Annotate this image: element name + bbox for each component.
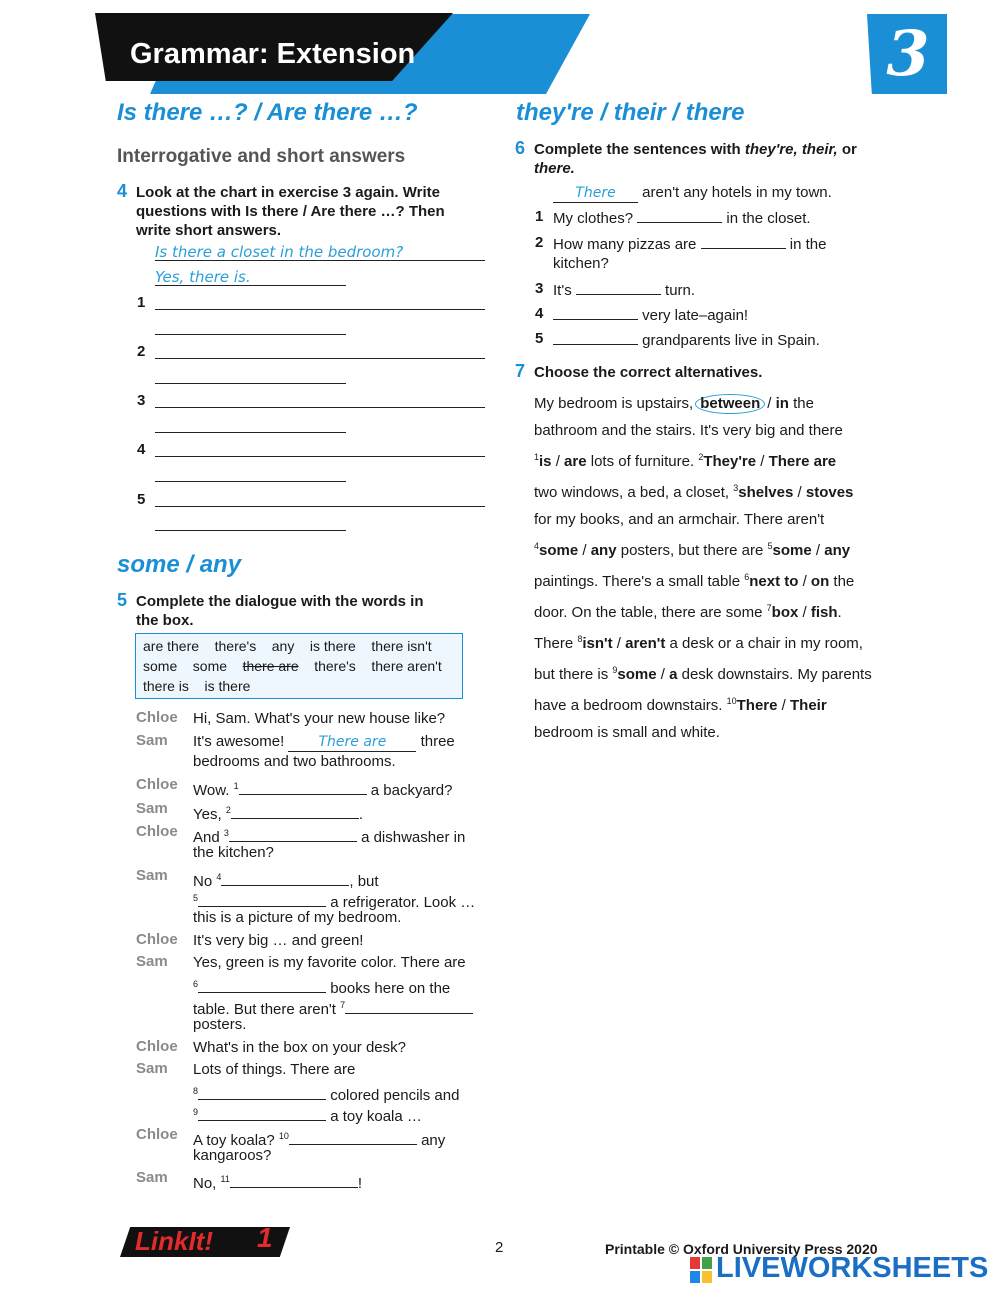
dialogue-line: Hi, Sam. What's your new house like? — [193, 710, 446, 727]
sentence-text: very late–again! — [642, 307, 749, 324]
sentence — [553, 280, 695, 301]
blank-number: 4 — [216, 872, 222, 882]
answer-blank-4[interactable] — [221, 871, 349, 886]
paragraph-line — [534, 564, 884, 595]
paragraph-line — [534, 626, 884, 657]
dialogue-line: this is a picture of my bedroom. — [193, 909, 402, 926]
choice[interactable]: some — [772, 542, 812, 559]
speaker-name: Chloe — [136, 823, 178, 840]
dialogue-line: the kitchen? — [193, 844, 274, 861]
text: the — [793, 395, 814, 412]
exercise-7-instruction: Choose the correct alternatives. — [534, 364, 763, 381]
answer-blank-11[interactable] — [230, 1173, 358, 1188]
dialogue-text: a refrigerator. Look … — [330, 894, 476, 911]
instruction-line: questions with Is there / Are there …? Then — [136, 203, 445, 220]
word: there's — [314, 658, 356, 674]
liveworksheets-icon — [690, 1257, 712, 1283]
word-box — [135, 633, 463, 699]
dialogue-line: Lots of things. There are — [193, 1061, 356, 1078]
blank-number: 4 — [534, 541, 540, 551]
instruction-line: write short answers. — [136, 222, 282, 239]
dialogue-text: A toy koala? — [193, 1132, 275, 1149]
page-number: 2 — [495, 1239, 504, 1256]
word-box-row — [143, 678, 250, 694]
blank-number: 2 — [225, 805, 231, 815]
choice[interactable]: isn't — [582, 635, 613, 652]
blank-number: 9 — [193, 1107, 199, 1117]
example-sentence — [553, 183, 832, 203]
paragraph-line — [534, 657, 884, 688]
instruction-text: Complete the sentences with — [534, 141, 741, 158]
choice[interactable]: Their — [790, 697, 827, 714]
instruction-line: Complete the dialogue with the words in — [136, 593, 424, 610]
instruction-line: the box. — [136, 612, 194, 629]
text: posters, but there are — [620, 542, 764, 559]
word-crossed-out: there are — [242, 658, 299, 674]
dialogue-line: What's in the box on your desk? — [193, 1039, 406, 1056]
example-blank — [288, 735, 416, 752]
blank-number: 5 — [767, 541, 773, 551]
text: / — [781, 697, 786, 714]
blank-number: 11 — [220, 1174, 230, 1184]
item-number: 1 — [535, 208, 544, 225]
item-number: 2 — [535, 234, 544, 251]
blank-number: 8 — [577, 634, 583, 644]
instruction-line: Look at the chart in exercise 3 again. Write — [136, 184, 440, 201]
word: some — [143, 658, 178, 674]
dialogue-line: bedrooms and two bathrooms. — [193, 753, 396, 770]
answer-blank-10[interactable] — [289, 1130, 417, 1145]
unit-number: 3 — [886, 17, 930, 90]
choice[interactable]: There — [736, 697, 778, 714]
sentence — [553, 208, 811, 229]
answer-blank-3[interactable] — [229, 827, 357, 842]
blank-number: 7 — [340, 1000, 346, 1010]
answer-blank-9[interactable] — [198, 1106, 326, 1121]
blank-number: 7 — [766, 603, 772, 613]
blank-number: 10 — [278, 1131, 289, 1141]
text: have a bedroom downstairs. — [534, 697, 723, 714]
answer-blank[interactable] — [637, 208, 722, 223]
answer-input-line[interactable] — [155, 481, 346, 482]
sentence-text: aren't any hotels in my town. — [642, 184, 832, 201]
paragraph-line — [534, 390, 884, 417]
sentence-text: It's — [553, 282, 572, 299]
blank-number: 3 — [733, 483, 739, 493]
word: there aren't — [371, 658, 442, 674]
text: . — [837, 604, 842, 621]
text: / — [616, 635, 621, 652]
answer-input-line[interactable] — [155, 407, 485, 408]
blank-number: 1 — [233, 781, 239, 791]
word: any — [271, 638, 295, 654]
answer-input-line[interactable] — [155, 334, 346, 335]
choice[interactable]: They're — [703, 453, 757, 470]
choice[interactable]: are — [564, 453, 587, 470]
text: a desk or a chair in my room, — [669, 635, 863, 652]
answer-blank[interactable] — [553, 330, 638, 345]
dialogue-line — [193, 1169, 362, 1194]
choice[interactable]: a — [669, 666, 678, 683]
answer-blank-7[interactable] — [345, 999, 473, 1014]
paragraph-line — [534, 595, 884, 626]
item-number: 3 — [137, 392, 146, 409]
blank-number: 5 — [193, 893, 199, 903]
word: is there — [204, 678, 251, 694]
instruction-text: they're, their, — [744, 141, 838, 158]
word: there's — [214, 638, 257, 654]
blank-number: 3 — [223, 828, 229, 838]
item-number: 1 — [137, 294, 146, 311]
dialogue-text: a dishwasher in — [361, 829, 466, 846]
answer-blank-5[interactable] — [198, 892, 326, 907]
text: / — [797, 484, 802, 501]
answer-input-line[interactable] — [155, 309, 485, 310]
text: / — [660, 666, 665, 683]
answer-input-line[interactable] — [155, 432, 346, 433]
paragraph-line — [534, 688, 884, 719]
answer-line — [155, 285, 346, 286]
paragraph-line: for my books, and an armchair. There aren't — [534, 511, 825, 528]
blank-number: 9 — [612, 665, 618, 675]
speaker-name: Chloe — [136, 776, 178, 793]
choice[interactable]: fish — [810, 604, 838, 621]
sentence-text: kitchen? — [553, 255, 609, 272]
linkit-logo: LinkIt! — [135, 1226, 213, 1256]
blank-number: 6 — [744, 572, 750, 582]
instruction-text: or — [841, 141, 857, 158]
sentence-text: My clothes? — [553, 210, 634, 227]
choice[interactable]: stoves — [805, 484, 854, 501]
word: some — [192, 658, 228, 674]
copyright: Printable © Oxford University Press 2020 — [605, 1241, 878, 1257]
exercise-6-number: 6 — [515, 138, 526, 158]
sentence-text: How many pizzas are — [553, 236, 697, 253]
exercise-4-number: 4 — [117, 181, 128, 201]
dialogue-text: No, — [193, 1175, 217, 1192]
sentence — [553, 305, 748, 326]
answer-blank-2[interactable] — [231, 804, 359, 819]
linkit-logo-level: 1 — [257, 1222, 273, 1253]
liveworksheets-watermark: LIVEWORKSHEETS — [716, 1252, 989, 1284]
word: is there — [309, 638, 356, 654]
dialogue-line — [193, 1102, 422, 1127]
dialogue-line — [193, 776, 452, 801]
choice[interactable]: aren't — [625, 635, 666, 652]
sentence-text: turn. — [665, 282, 696, 299]
instruction-text: there. — [534, 160, 575, 177]
dialogue-line: kangaroos? — [193, 1147, 272, 1164]
speaker-name: Chloe — [136, 709, 178, 726]
paragraph-line — [534, 475, 884, 506]
text: My bedroom is upstairs, — [534, 395, 694, 412]
dialogue-text: three — [420, 733, 455, 750]
speaker-name: Chloe — [136, 1038, 178, 1055]
text: door. On the table, there are some — [534, 604, 763, 621]
answer-blank[interactable] — [576, 280, 661, 295]
dialogue-text: . — [358, 806, 363, 823]
dialogue-text: books here on the — [330, 980, 451, 997]
text: / — [767, 395, 772, 412]
example-blank — [553, 186, 638, 203]
answer-blank-6[interactable] — [198, 978, 326, 993]
item-number: 4 — [137, 441, 146, 458]
answer-line — [155, 260, 485, 261]
dialogue-text: colored pencils and — [330, 1087, 460, 1104]
speaker-name: Sam — [136, 732, 168, 749]
dialogue-text: And — [193, 829, 220, 846]
text: two windows, a bed, a closet, — [534, 484, 730, 501]
sentence-text: in the — [789, 236, 827, 253]
text: / — [760, 453, 765, 470]
word: there is — [143, 678, 189, 694]
exercise-5-instruction — [136, 592, 486, 630]
speaker-name: Sam — [136, 953, 168, 970]
section-subtitle: Interrogative and short answers — [117, 146, 406, 167]
paragraph-line: bathroom and the stairs. It's very big and there — [534, 422, 843, 439]
section-title-theyre: they're / their / there — [516, 99, 745, 126]
text: / — [802, 573, 807, 590]
choice[interactable]: is — [539, 453, 552, 470]
circled-choice[interactable] — [695, 394, 765, 414]
dialogue-text: any — [421, 1132, 446, 1149]
dialogue-text: table. But there aren't — [193, 1001, 336, 1018]
dialogue-text: a toy koala … — [330, 1108, 422, 1125]
text: There — [534, 635, 574, 652]
answer-input-line[interactable] — [155, 456, 485, 457]
blank-number: 8 — [193, 1086, 199, 1096]
dialogue-text: ! — [357, 1175, 363, 1192]
dialogue-line: Yes, green is my favorite color. There are — [193, 954, 466, 971]
item-number: 5 — [535, 330, 544, 347]
sentence-text: in the closet. — [726, 210, 811, 227]
dialogue-line: It's very big … and green! — [193, 932, 364, 949]
example-answer: Yes, there is. — [155, 268, 251, 286]
text: the — [833, 573, 855, 590]
exercise-6-instruction — [534, 140, 889, 178]
choice[interactable]: box — [771, 604, 799, 621]
blank-number: 2 — [698, 452, 704, 462]
answer-input-line[interactable] — [155, 383, 346, 384]
exercise-7-number: 7 — [515, 361, 526, 381]
example-question: Is there a closet in the bedroom? — [155, 243, 404, 261]
sentence — [553, 330, 820, 351]
speaker-name: Chloe — [136, 931, 178, 948]
word: there isn't — [371, 638, 432, 654]
dialogue-text: , but — [349, 873, 379, 890]
choice[interactable]: some — [617, 666, 657, 683]
paragraph-line: bedroom is small and white. — [534, 724, 720, 741]
choice[interactable]: shelves — [738, 484, 794, 501]
text: but there is — [534, 666, 609, 683]
answer-blank[interactable] — [701, 234, 786, 249]
item-number: 4 — [535, 305, 544, 322]
blank-number: 6 — [193, 979, 199, 989]
paragraph-line — [534, 533, 884, 564]
example-answer: There are — [318, 734, 387, 750]
answer-input-line[interactable] — [155, 530, 346, 531]
blank-number: 10 — [726, 696, 737, 706]
exercise-4-instruction — [136, 183, 486, 240]
section-title-is-there: Is there …? / Are there …? — [117, 99, 418, 126]
speaker-name: Sam — [136, 1169, 168, 1186]
word: are there — [143, 638, 200, 654]
choice[interactable]: any — [590, 542, 617, 559]
dialogue-line: posters. — [193, 1016, 247, 1033]
answer-blank-1[interactable] — [239, 780, 367, 795]
text: paintings. There's a small table — [534, 573, 741, 590]
blank-number: 1 — [534, 452, 540, 462]
dialogue-text: a backyard? — [370, 782, 453, 799]
page-title: Grammar: Extension — [130, 38, 416, 70]
section-title-some-any: some / any — [117, 551, 242, 578]
speaker-name: Chloe — [136, 1126, 178, 1143]
answer-blank-8[interactable] — [198, 1085, 326, 1100]
choice[interactable]: There are — [768, 453, 837, 470]
text: / — [802, 604, 807, 621]
speaker-name: Sam — [136, 1060, 168, 1077]
exercise-7-paragraph — [534, 390, 884, 746]
item-number: 2 — [137, 343, 146, 360]
text: / — [815, 542, 821, 559]
answer-input-line[interactable] — [155, 506, 485, 507]
dialogue-line — [193, 732, 455, 752]
paragraph-line — [534, 444, 884, 475]
item-number: 5 — [137, 491, 146, 508]
choice: between — [700, 395, 761, 412]
text: / — [555, 453, 560, 470]
example-answer: There — [575, 185, 616, 201]
sentence — [553, 234, 826, 255]
speaker-name: Sam — [136, 867, 168, 884]
sentence-text: grandparents live in Spain. — [642, 332, 820, 349]
choice[interactable]: some — [539, 542, 579, 559]
exercise-5-number: 5 — [117, 590, 128, 610]
answer-blank[interactable] — [553, 305, 638, 320]
text: / — [582, 542, 587, 559]
word-box-row — [143, 638, 432, 654]
text: lots of furniture. — [590, 453, 695, 470]
choice[interactable]: next to — [749, 573, 799, 590]
dialogue-text: It's awesome! — [193, 733, 285, 750]
word-box-row — [143, 658, 442, 674]
dialogue-text: Wow. — [193, 782, 230, 799]
item-number: 3 — [535, 280, 544, 297]
text: desk downstairs. My parents — [681, 666, 872, 683]
dialogue-text: Yes, — [193, 806, 222, 823]
speaker-name: Sam — [136, 800, 168, 817]
dialogue-text: No — [193, 873, 213, 890]
choice[interactable]: on — [810, 573, 830, 590]
dialogue-line — [193, 800, 363, 825]
answer-input-line[interactable] — [155, 358, 485, 359]
choice[interactable]: any — [824, 542, 851, 559]
choice[interactable]: in — [775, 395, 789, 412]
